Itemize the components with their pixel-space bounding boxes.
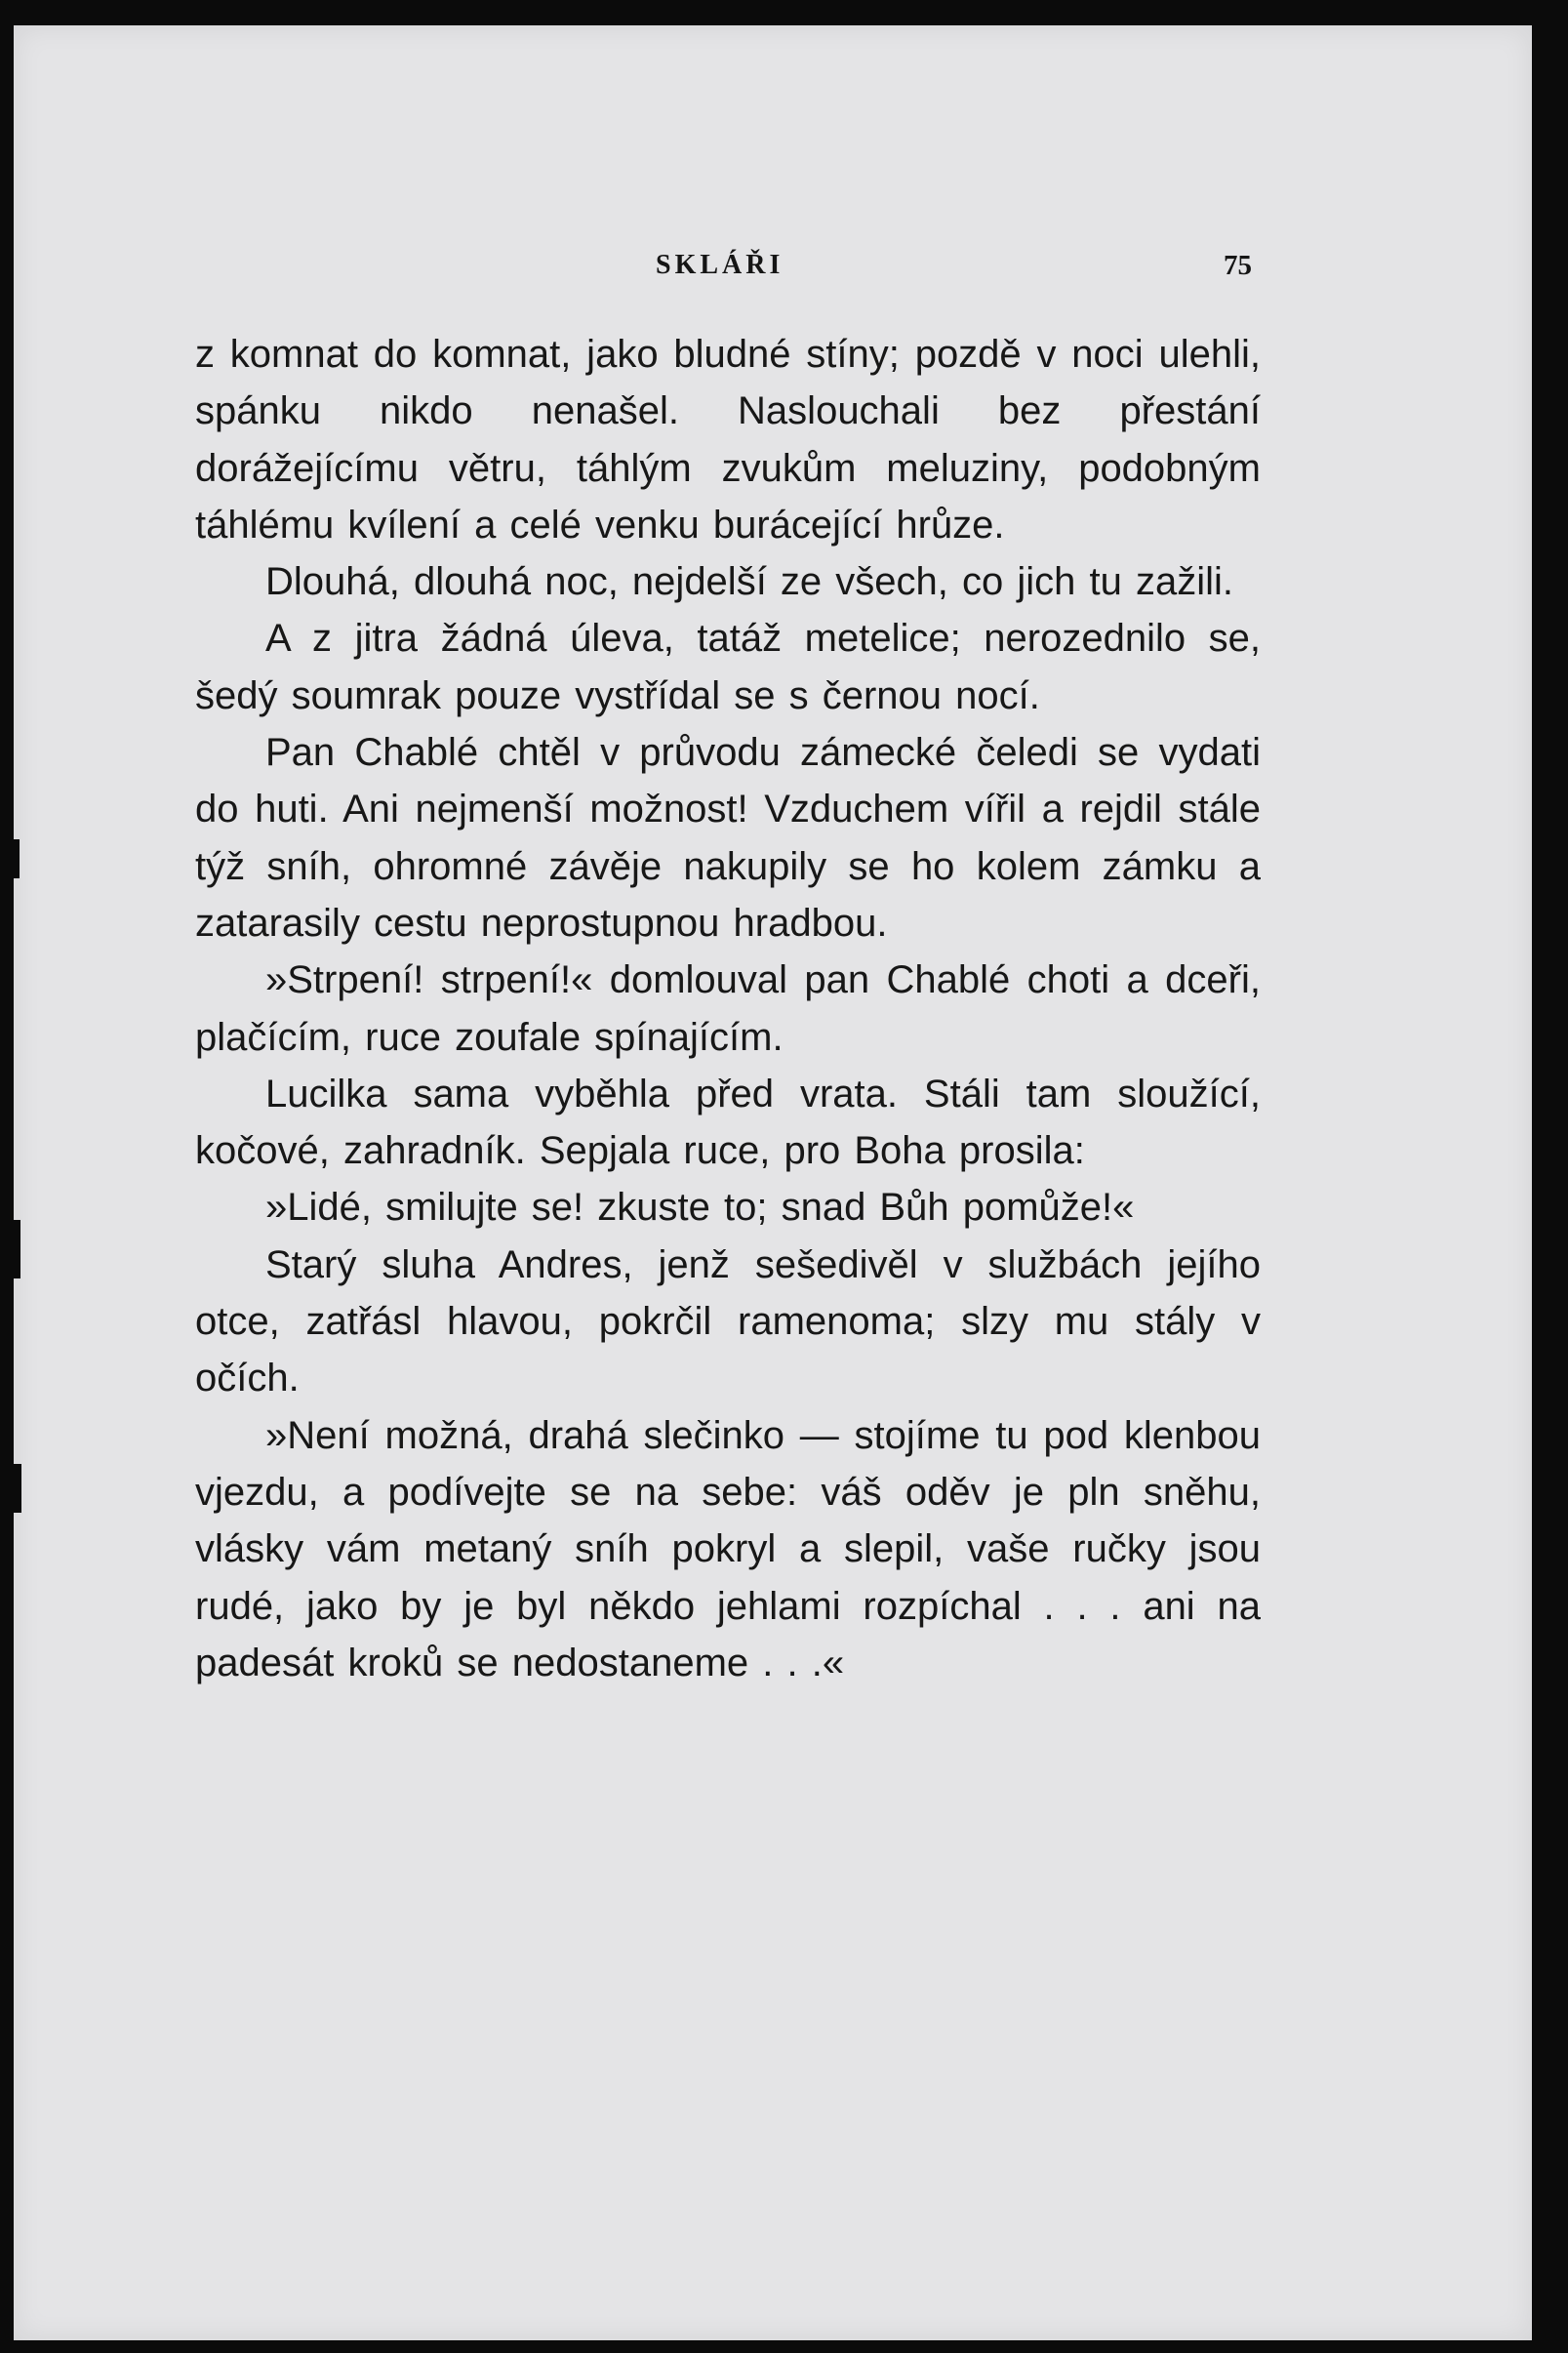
paragraph: Lucilka sama vyběhla před vrata. Stáli tam sloužící, kočové, zahradník. Sepjala ruce, pro Boha prosila: bbox=[195, 1072, 1261, 1173]
left-edge-mark bbox=[14, 1220, 20, 1278]
paragraph: Starý sluha Andres, jenž sešedivěl v službách jejího otce, zatřásl hlavou, pokrčil ramenoma; slzy mu stály v očích. bbox=[195, 1242, 1261, 1400]
paragraph: Dlouhá, dlouhá noc, nejdelší ze všech, co jich tu zažili. bbox=[265, 560, 1233, 604]
paragraph: Pan Chablé chtěl v průvodu zámecké čeledi se vydati do huti. Ani nejmenší možnost! Vzduchem vířil a rejdil stále týž sníh, ohromné závěje nakupily se ho kolem zámku a zatarasily cestu neprostupnou hradbou. bbox=[195, 731, 1261, 945]
paragraph: z komnat do komnat, jako bludné stíny; pozdě v noci ulehli, spánku nikdo nenašel. Naslouchali bez přestání dorážejícímu větru, táhlým zvukům meluziny, podobným táhlému kvílení a celé venku burácející hrůze. bbox=[195, 333, 1261, 547]
left-edge-mark bbox=[14, 839, 20, 878]
left-edge-mark bbox=[14, 1464, 21, 1513]
page-number: 75 bbox=[1224, 250, 1252, 281]
paragraph: »Strpení! strpení!« domlouval pan Chablé choti a dceři, plačícím, ruce zoufale spínajícím. bbox=[195, 958, 1261, 1059]
paragraph: »Není možná, drahá slečinko — stojíme tu pod klenbou vjezdu, a podívejte se na sebe: váš oděv je pln sněhu, vlásky vám metaný sníh pokryl a slepil, vaše ručky jsou rudé, jako by je byl někdo jehlami rozpíchal . . . ani na padesát kroků se nedostaneme . . .« bbox=[195, 1413, 1261, 1684]
running-title: SKLÁŘI bbox=[656, 250, 784, 280]
paragraph: »Lidé, smilujte se! zkuste to; snad Bůh pomůže!« bbox=[265, 1186, 1135, 1230]
body-text bbox=[195, 326, 1261, 1691]
running-head bbox=[0, 250, 1568, 279]
paragraph: A z jitra žádná úleva, tatáž metelice; nerozednilo se, šedý soumrak pouze vystřídal se s černou nocí. bbox=[195, 617, 1261, 717]
